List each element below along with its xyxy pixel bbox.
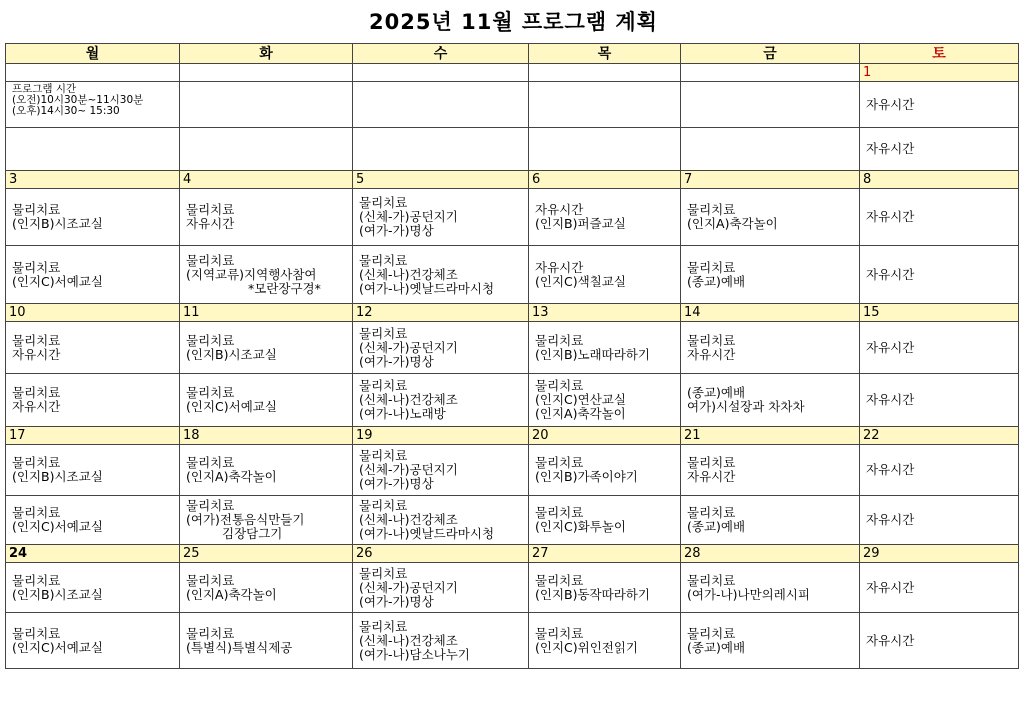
activity: (인지C)연산교실 <box>535 392 626 407</box>
activity: (신체-나)건강체조 <box>359 392 458 407</box>
activity: 물리치료 <box>186 455 235 470</box>
activity: 자유시간 <box>12 346 61 362</box>
schedule-cell <box>353 322 529 374</box>
schedule-cell <box>353 496 529 545</box>
schedule-cell <box>6 613 180 669</box>
schedule-cell <box>180 322 353 374</box>
activity: (신체-가)공던지기 <box>359 579 458 595</box>
activity: 자유시간 <box>866 209 915 224</box>
date-cell: 24 <box>6 545 180 563</box>
activity: 물리치료 <box>12 202 61 217</box>
date-cell: 18 <box>180 427 353 445</box>
activity: 물리치료 <box>535 455 584 470</box>
empty-cell <box>529 82 681 128</box>
pm-row <box>6 246 1019 304</box>
activity: (신체-가)공던지기 <box>359 462 458 477</box>
am-row <box>6 445 1019 496</box>
date-cell: 27 <box>529 545 681 563</box>
date-cell: 12 <box>353 304 529 322</box>
schedule-cell <box>681 246 860 304</box>
date-row <box>6 545 1019 563</box>
activity: 물리치료 <box>535 505 584 520</box>
date-cell: 26 <box>353 545 529 563</box>
date-cell: 19 <box>353 427 529 445</box>
date-cell: 17 <box>6 427 180 445</box>
schedule-cell <box>860 322 1019 374</box>
schedule-cell <box>860 374 1019 427</box>
date-cell <box>681 64 860 82</box>
activity: (인지C)화투놀이 <box>535 519 626 534</box>
empty-cell <box>681 128 860 171</box>
activity: (인지B)시조교실 <box>12 216 103 231</box>
activity: 물리치료 <box>687 455 736 470</box>
am-row <box>6 563 1019 613</box>
activity: 자유시간 <box>12 399 61 414</box>
activity: (인지B)시조교실 <box>186 346 277 362</box>
activity: (신체-가)공던지기 <box>359 339 458 355</box>
activity: (신체-가)공던지기 <box>359 209 458 224</box>
schedule-cell <box>529 445 681 496</box>
date-cell: 11 <box>180 304 353 322</box>
activity: 자유시간 <box>866 462 915 477</box>
schedule-cell <box>353 246 529 304</box>
date-cell: 13 <box>529 304 681 322</box>
schedule-cell <box>681 189 860 246</box>
activity: *모란장구경* <box>248 280 321 296</box>
schedule-cell <box>860 563 1019 613</box>
activity: 물리치료 <box>186 252 235 268</box>
empty-cell <box>681 82 860 128</box>
activity: 물리치료 <box>12 505 61 520</box>
header-mon: 월 <box>6 44 180 64</box>
schedule-cell <box>860 496 1019 545</box>
activity: 물리치료 <box>359 498 408 513</box>
date-cell: 20 <box>529 427 681 445</box>
activity: (여가-가)명상 <box>359 476 434 491</box>
pm-row <box>6 496 1019 545</box>
header-thu: 목 <box>529 44 681 64</box>
schedule-cell <box>860 189 1019 246</box>
schedule-cell <box>681 613 860 669</box>
activity: 물리치료 <box>186 202 235 217</box>
am-row <box>6 189 1019 246</box>
schedule-cell <box>6 496 180 545</box>
note-line: 프로그램 시간 <box>12 83 77 95</box>
date-cell: 21 <box>681 427 860 445</box>
activity: 물리치료 <box>359 252 408 268</box>
date-row <box>6 304 1019 322</box>
activity: 여가)시설장과 차차차 <box>687 399 805 414</box>
activity: 물리치료 <box>687 202 736 217</box>
schedule-table <box>5 43 1019 669</box>
activity: 자유시간 <box>535 202 584 217</box>
schedule-cell <box>6 563 180 613</box>
activity: 자유시간 <box>687 346 736 362</box>
activity: (인지C)색칠교실 <box>535 273 626 289</box>
activity: 물리치료 <box>12 259 61 275</box>
schedule-cell <box>529 563 681 613</box>
schedule-cell <box>180 496 353 545</box>
program-time-note <box>6 82 180 128</box>
schedule-cell <box>681 374 860 427</box>
date-cell <box>6 64 180 82</box>
date-cell: 25 <box>180 545 353 563</box>
activity: (인지B)시조교실 <box>12 586 103 602</box>
note-line: (오후)14시30~ 15:30 <box>12 105 120 117</box>
schedule-cell <box>180 613 353 669</box>
header-wed: 수 <box>353 44 529 64</box>
schedule-cell <box>529 613 681 669</box>
schedule-cell <box>353 613 529 669</box>
activity: (인지C)서예교실 <box>12 639 103 655</box>
schedule-cell <box>681 496 860 545</box>
schedule-cell <box>353 189 529 246</box>
note-line: (오전)10시30분~11시30분 <box>12 94 144 106</box>
date-cell: 4 <box>180 171 353 189</box>
schedule-cell <box>6 374 180 427</box>
schedule-cell <box>180 445 353 496</box>
activity: (인지C)서예교실 <box>12 519 103 534</box>
activity: (종교)예배 <box>687 385 746 400</box>
activity: 자유시간 <box>687 469 736 484</box>
activity: (여가-나)옛날드라마시청 <box>359 280 495 296</box>
activity: 물리치료 <box>186 498 235 513</box>
activity: 물리치료 <box>359 195 408 210</box>
activity: 물리치료 <box>535 332 584 348</box>
activity: 물리치료 <box>186 625 235 641</box>
date-cell <box>529 64 681 82</box>
pm-row <box>6 374 1019 427</box>
schedule-cell <box>860 246 1019 304</box>
activity: (인지B)노래따라하기 <box>535 346 650 362</box>
activity: 물리치료 <box>12 385 61 400</box>
date-row <box>6 427 1019 445</box>
activity: (종교)예배 <box>687 519 746 534</box>
activity: 물리치료 <box>359 618 408 634</box>
activity: 물리치료 <box>12 332 61 348</box>
date-cell: 22 <box>860 427 1019 445</box>
empty-cell <box>6 128 180 171</box>
schedule-cell <box>529 246 681 304</box>
activity: 물리치료 <box>186 332 235 348</box>
header-fri: 금 <box>681 44 860 64</box>
date-cell: 8 <box>860 171 1019 189</box>
activity: 자유시간 <box>535 259 584 275</box>
activity: (여가-가)명상 <box>359 593 434 609</box>
date-cell: 14 <box>681 304 860 322</box>
activity: (인지A)축각놀이 <box>687 216 778 231</box>
activity: (여가-가)명상 <box>359 353 434 369</box>
date-cell <box>353 64 529 82</box>
activity: 자유시간 <box>866 579 915 595</box>
empty-cell <box>353 82 529 128</box>
schedule-cell <box>681 563 860 613</box>
activity: (신체-나)건강체조 <box>359 632 458 648</box>
activity: (인지B)가족이야기 <box>535 469 638 484</box>
activity: (신체-나)건강체조 <box>359 512 458 527</box>
activity: 자유시간 <box>866 392 915 407</box>
activity: (종교)예배 <box>687 639 746 655</box>
activity: (인지C)서예교실 <box>12 273 103 289</box>
schedule-cell <box>353 563 529 613</box>
schedule-cell <box>353 374 529 427</box>
date-cell: 10 <box>6 304 180 322</box>
activity: (지역교류)지역행사참여 <box>186 266 317 282</box>
schedule-cell <box>529 374 681 427</box>
activity: 물리치료 <box>687 332 736 348</box>
am-row <box>6 322 1019 374</box>
activity: (인지C)서예교실 <box>186 399 277 414</box>
date-cell: 28 <box>681 545 860 563</box>
activity: 물리치료 <box>186 385 235 400</box>
activity: (인지A)축각놀이 <box>186 586 277 602</box>
schedule-cell <box>529 322 681 374</box>
schedule-cell <box>6 246 180 304</box>
weekday-header-row <box>6 44 1019 64</box>
activity: 김장담그기 <box>222 526 283 541</box>
date-cell: 5 <box>353 171 529 189</box>
activity: (인지C)위인전읽기 <box>535 639 639 655</box>
activity: 자유시간 <box>866 266 915 282</box>
date-cell: 1 <box>860 64 1019 82</box>
date-row <box>6 64 1019 82</box>
activity: 물리치료 <box>12 455 61 470</box>
activity: 자유시간 <box>186 216 235 231</box>
date-cell <box>180 64 353 82</box>
empty-cell <box>529 128 681 171</box>
activity: (신체-나)건강체조 <box>359 266 458 282</box>
am-row <box>6 82 1019 128</box>
activity: (인지B)동작따라하기 <box>535 586 650 602</box>
schedule-cell <box>860 82 1019 128</box>
empty-cell <box>353 128 529 171</box>
activity: 물리치료 <box>186 572 235 588</box>
activity: (여가-나)옛날드라마시청 <box>359 526 495 541</box>
activity: 물리치료 <box>687 505 736 520</box>
activity: (여가-가)명상 <box>359 223 434 238</box>
activity: 자유시간 <box>866 96 915 112</box>
schedule-cell <box>180 374 353 427</box>
activity: (여가-나)노래방 <box>359 406 446 421</box>
schedule-cell <box>860 613 1019 669</box>
schedule-cell <box>529 189 681 246</box>
pm-row <box>6 613 1019 669</box>
date-row <box>6 171 1019 189</box>
activity: 자유시간 <box>866 141 915 156</box>
activity: 물리치료 <box>359 378 408 393</box>
activity: 물리치료 <box>687 572 736 588</box>
activity: 물리치료 <box>535 625 584 641</box>
activity: 물리치료 <box>12 572 61 588</box>
schedule-cell <box>6 445 180 496</box>
activity: 물리치료 <box>359 325 408 341</box>
empty-cell <box>180 82 353 128</box>
activity: 물리치료 <box>535 572 584 588</box>
schedule-cell <box>6 189 180 246</box>
date-cell: 29 <box>860 545 1019 563</box>
activity: (특별식)특별식제공 <box>186 639 293 655</box>
schedule-cell <box>6 322 180 374</box>
schedule-cell <box>860 128 1019 171</box>
date-cell: 3 <box>6 171 180 189</box>
date-cell: 6 <box>529 171 681 189</box>
activity: (인지A)축각놀이 <box>535 406 626 421</box>
activity: (여가-나)담소나누기 <box>359 646 470 662</box>
activity: 자유시간 <box>866 339 915 355</box>
activity: (인지A)축각놀이 <box>186 469 277 484</box>
header-tue: 화 <box>180 44 353 64</box>
activity: 물리치료 <box>687 259 736 275</box>
activity: 자유시간 <box>866 632 915 648</box>
pm-row <box>6 128 1019 171</box>
schedule-cell <box>681 445 860 496</box>
activity: 물리치료 <box>359 448 408 463</box>
schedule-cell <box>180 563 353 613</box>
page-title: 2025년 11월 프로그램 계획 <box>369 10 658 34</box>
activity: (인지B)시조교실 <box>12 469 103 484</box>
activity: 물리치료 <box>12 625 61 641</box>
empty-cell <box>180 128 353 171</box>
activity: 물리치료 <box>687 625 736 641</box>
activity: 자유시간 <box>866 512 915 527</box>
activity: (종교)예배 <box>687 273 746 289</box>
activity: (인지B)퍼즐교실 <box>535 216 626 231</box>
date-cell: 7 <box>681 171 860 189</box>
schedule-cell <box>180 246 353 304</box>
schedule-cell <box>860 445 1019 496</box>
activity: 물리치료 <box>535 378 584 393</box>
activity: (여가)전통음식만들기 <box>186 512 305 527</box>
activity: (여가-나)나만의레시피 <box>687 586 810 602</box>
date-cell: 15 <box>860 304 1019 322</box>
schedule-cell <box>529 496 681 545</box>
schedule-cell <box>180 189 353 246</box>
schedule-cell <box>681 322 860 374</box>
activity: 물리치료 <box>359 565 408 581</box>
schedule-cell <box>353 445 529 496</box>
header-sat: 토 <box>860 44 1019 64</box>
